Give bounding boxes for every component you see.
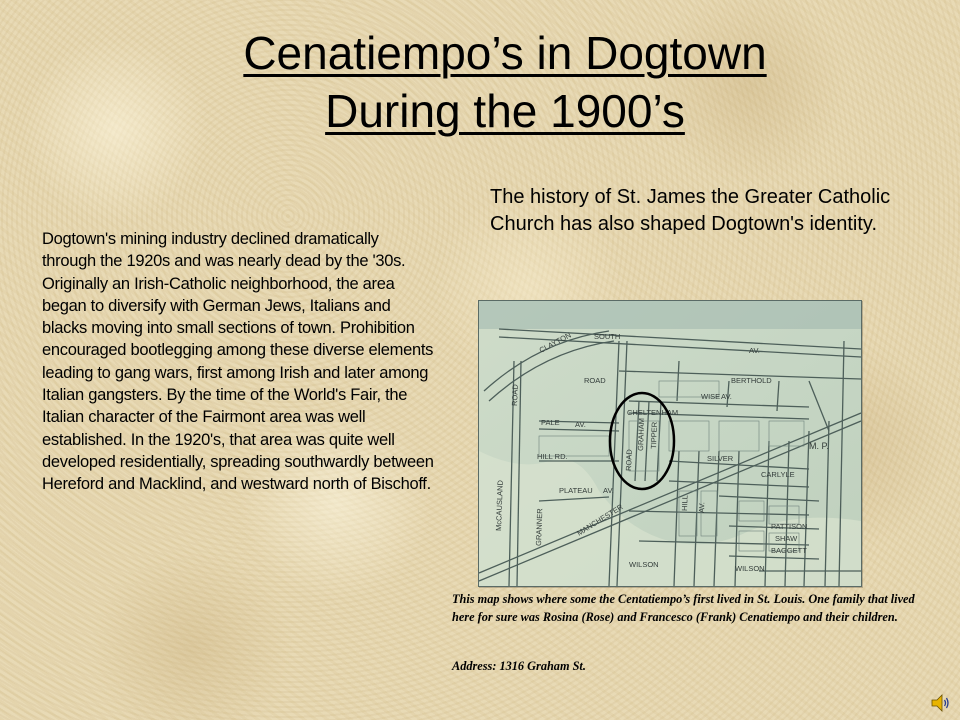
- speaker-icon[interactable]: [930, 692, 952, 714]
- map-label: CLAYTON: [537, 330, 573, 355]
- map-drawing: [479, 301, 861, 586]
- map-label: WILSON: [629, 560, 659, 569]
- map-label: ROAD: [624, 449, 634, 472]
- map-label: PALE: [541, 418, 560, 427]
- map-label: GRAHAM: [636, 417, 647, 452]
- map-label: AV.: [697, 501, 707, 514]
- address-text: Address: 1316 Graham St.: [452, 659, 586, 673]
- title-line-1: Cenatiempo’s in Dogtown: [243, 27, 767, 79]
- map-label: ROAD: [584, 376, 606, 385]
- map-label: GRANNER: [534, 508, 545, 547]
- map-label: WILSON: [735, 564, 765, 573]
- map-label: HILL RD.: [537, 452, 568, 461]
- slide-title: [0, 24, 960, 140]
- map-label: BERTHOLD: [731, 376, 772, 385]
- map-label: BAGGETT: [771, 546, 807, 555]
- map-label: TIPPER: [649, 421, 659, 450]
- map-label: McCAUSLAND: [494, 479, 505, 532]
- map-label: SILVER: [707, 454, 734, 463]
- map-label: WISE: [701, 392, 721, 401]
- historic-map: [478, 300, 862, 587]
- map-label: PLATEAU: [559, 486, 593, 495]
- map-caption: This map shows where some the Centatiempo’s first lived in St. Louis. One family that lived here for sure was Rosina (Rose) and Francesco (Frank) Cenatiempo and their children.: [452, 592, 915, 624]
- map-label: PATTISON: [771, 522, 808, 531]
- map-label: M. P.: [809, 441, 829, 451]
- history-paragraph: Dogtown's mining industry declined dramatically through the 1920s and was nearly dead by the '30s. Originally an Irish-Catholic neighborhood, the area began to diversify with German Jews, Italians and blacks moving into small sections of town. Prohibition encouraged bootlegging among these diverse elements leading to gang wars, first among Irish and later among Italian gangsters. By the time of the World's Fair, the Italian character of the Fairmont area was well established. In the 1920's, that area was quite well developed residentially, spreading southwardly between Hereford and Macklind, and westward north of Bischoff.: [42, 230, 434, 494]
- map-label: CHELTENHAM: [627, 408, 679, 417]
- map-label: SOUTH: [594, 332, 621, 341]
- map-label: CARLYLE: [761, 470, 795, 479]
- church-history-text: The history of St. James the Greater Catholic Church has also shaped Dogtown's identity.: [490, 186, 891, 235]
- map-label: ROAD: [510, 384, 520, 407]
- map-label: HILL: [680, 494, 690, 512]
- map-label: AV.: [575, 420, 586, 429]
- map-label: AV.: [721, 392, 732, 401]
- map-label: AV.: [749, 346, 760, 355]
- map-label: MANCHESTER: [575, 502, 625, 538]
- map-label: SHAW: [775, 534, 798, 543]
- map-label: AV.: [603, 486, 614, 495]
- title-line-2: During the 1900’s: [325, 85, 685, 137]
